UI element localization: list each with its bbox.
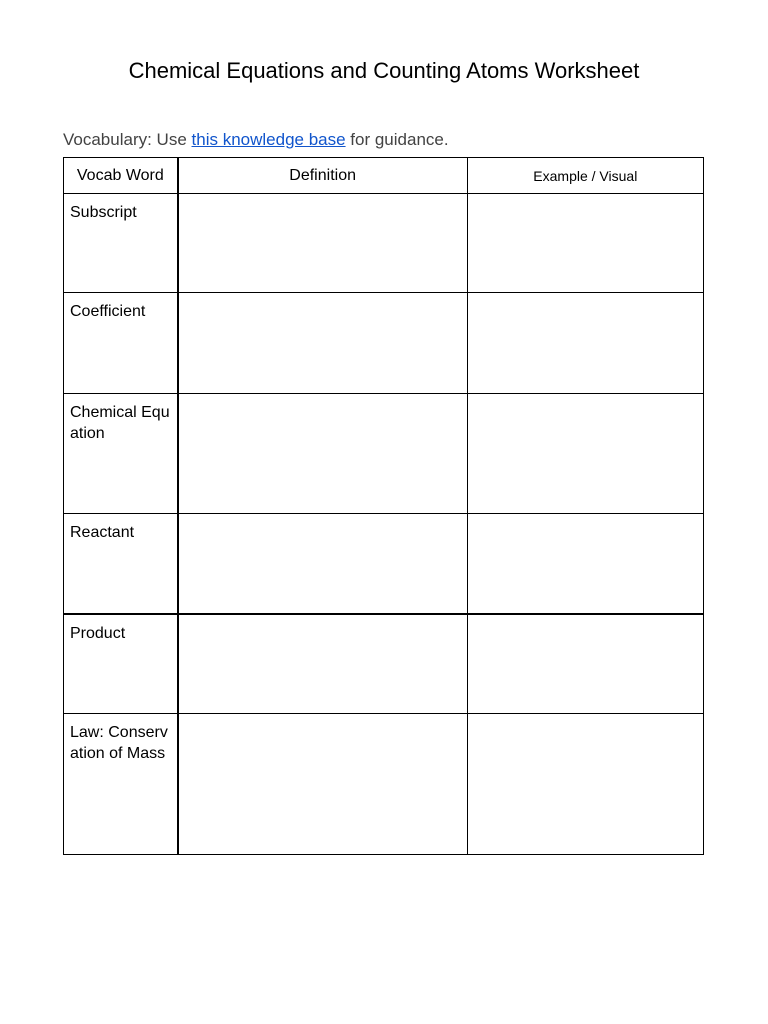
example-cell[interactable] xyxy=(467,394,703,514)
definition-cell[interactable] xyxy=(178,614,467,714)
knowledge-base-link[interactable]: this knowledge base xyxy=(191,130,346,149)
vocab-word-cell xyxy=(64,194,178,293)
vocabulary-prefix: Vocabulary: Use xyxy=(63,130,192,149)
header-definition: Definition xyxy=(178,158,467,194)
vocab-word: Subscript xyxy=(70,204,137,221)
definition-cell[interactable] xyxy=(178,293,467,394)
table-header-row xyxy=(64,158,704,194)
example-cell[interactable] xyxy=(467,514,703,614)
example-cell[interactable] xyxy=(467,714,703,855)
vocab-word: Coefficient xyxy=(70,303,146,320)
definition-cell[interactable] xyxy=(178,194,467,293)
example-cell[interactable] xyxy=(467,194,703,293)
table-row xyxy=(64,514,704,614)
definition-cell[interactable] xyxy=(178,714,467,855)
header-vocab-word: Vocab Word xyxy=(64,158,178,194)
worksheet-title: Chemical Equations and Counting Atoms Worksheet xyxy=(128,58,640,83)
table-row xyxy=(64,394,704,514)
header-example-visual: Example / Visual xyxy=(467,158,703,194)
vocab-word: Law: Conservation of Mass xyxy=(70,724,168,762)
vocabulary-suffix: for guidance. xyxy=(345,130,449,149)
vocab-word-cell xyxy=(64,514,178,614)
vocabulary-instructions xyxy=(63,129,449,151)
table-row xyxy=(64,293,704,394)
vocab-word-cell xyxy=(64,714,178,855)
definition-cell[interactable] xyxy=(178,394,467,514)
table-row xyxy=(64,614,704,714)
vocab-table xyxy=(63,157,704,855)
definition-cell[interactable] xyxy=(178,514,467,614)
vocab-word-cell xyxy=(64,614,178,714)
vocab-word: Reactant xyxy=(70,524,135,541)
table-row xyxy=(64,714,704,855)
example-cell[interactable] xyxy=(467,614,703,714)
example-cell[interactable] xyxy=(467,293,703,394)
vocab-word-cell xyxy=(64,293,178,394)
vocab-word: Chemical Equation xyxy=(70,404,170,442)
vocab-word-cell xyxy=(64,394,178,514)
table-row xyxy=(64,194,704,293)
vocab-word: Product xyxy=(70,624,126,642)
